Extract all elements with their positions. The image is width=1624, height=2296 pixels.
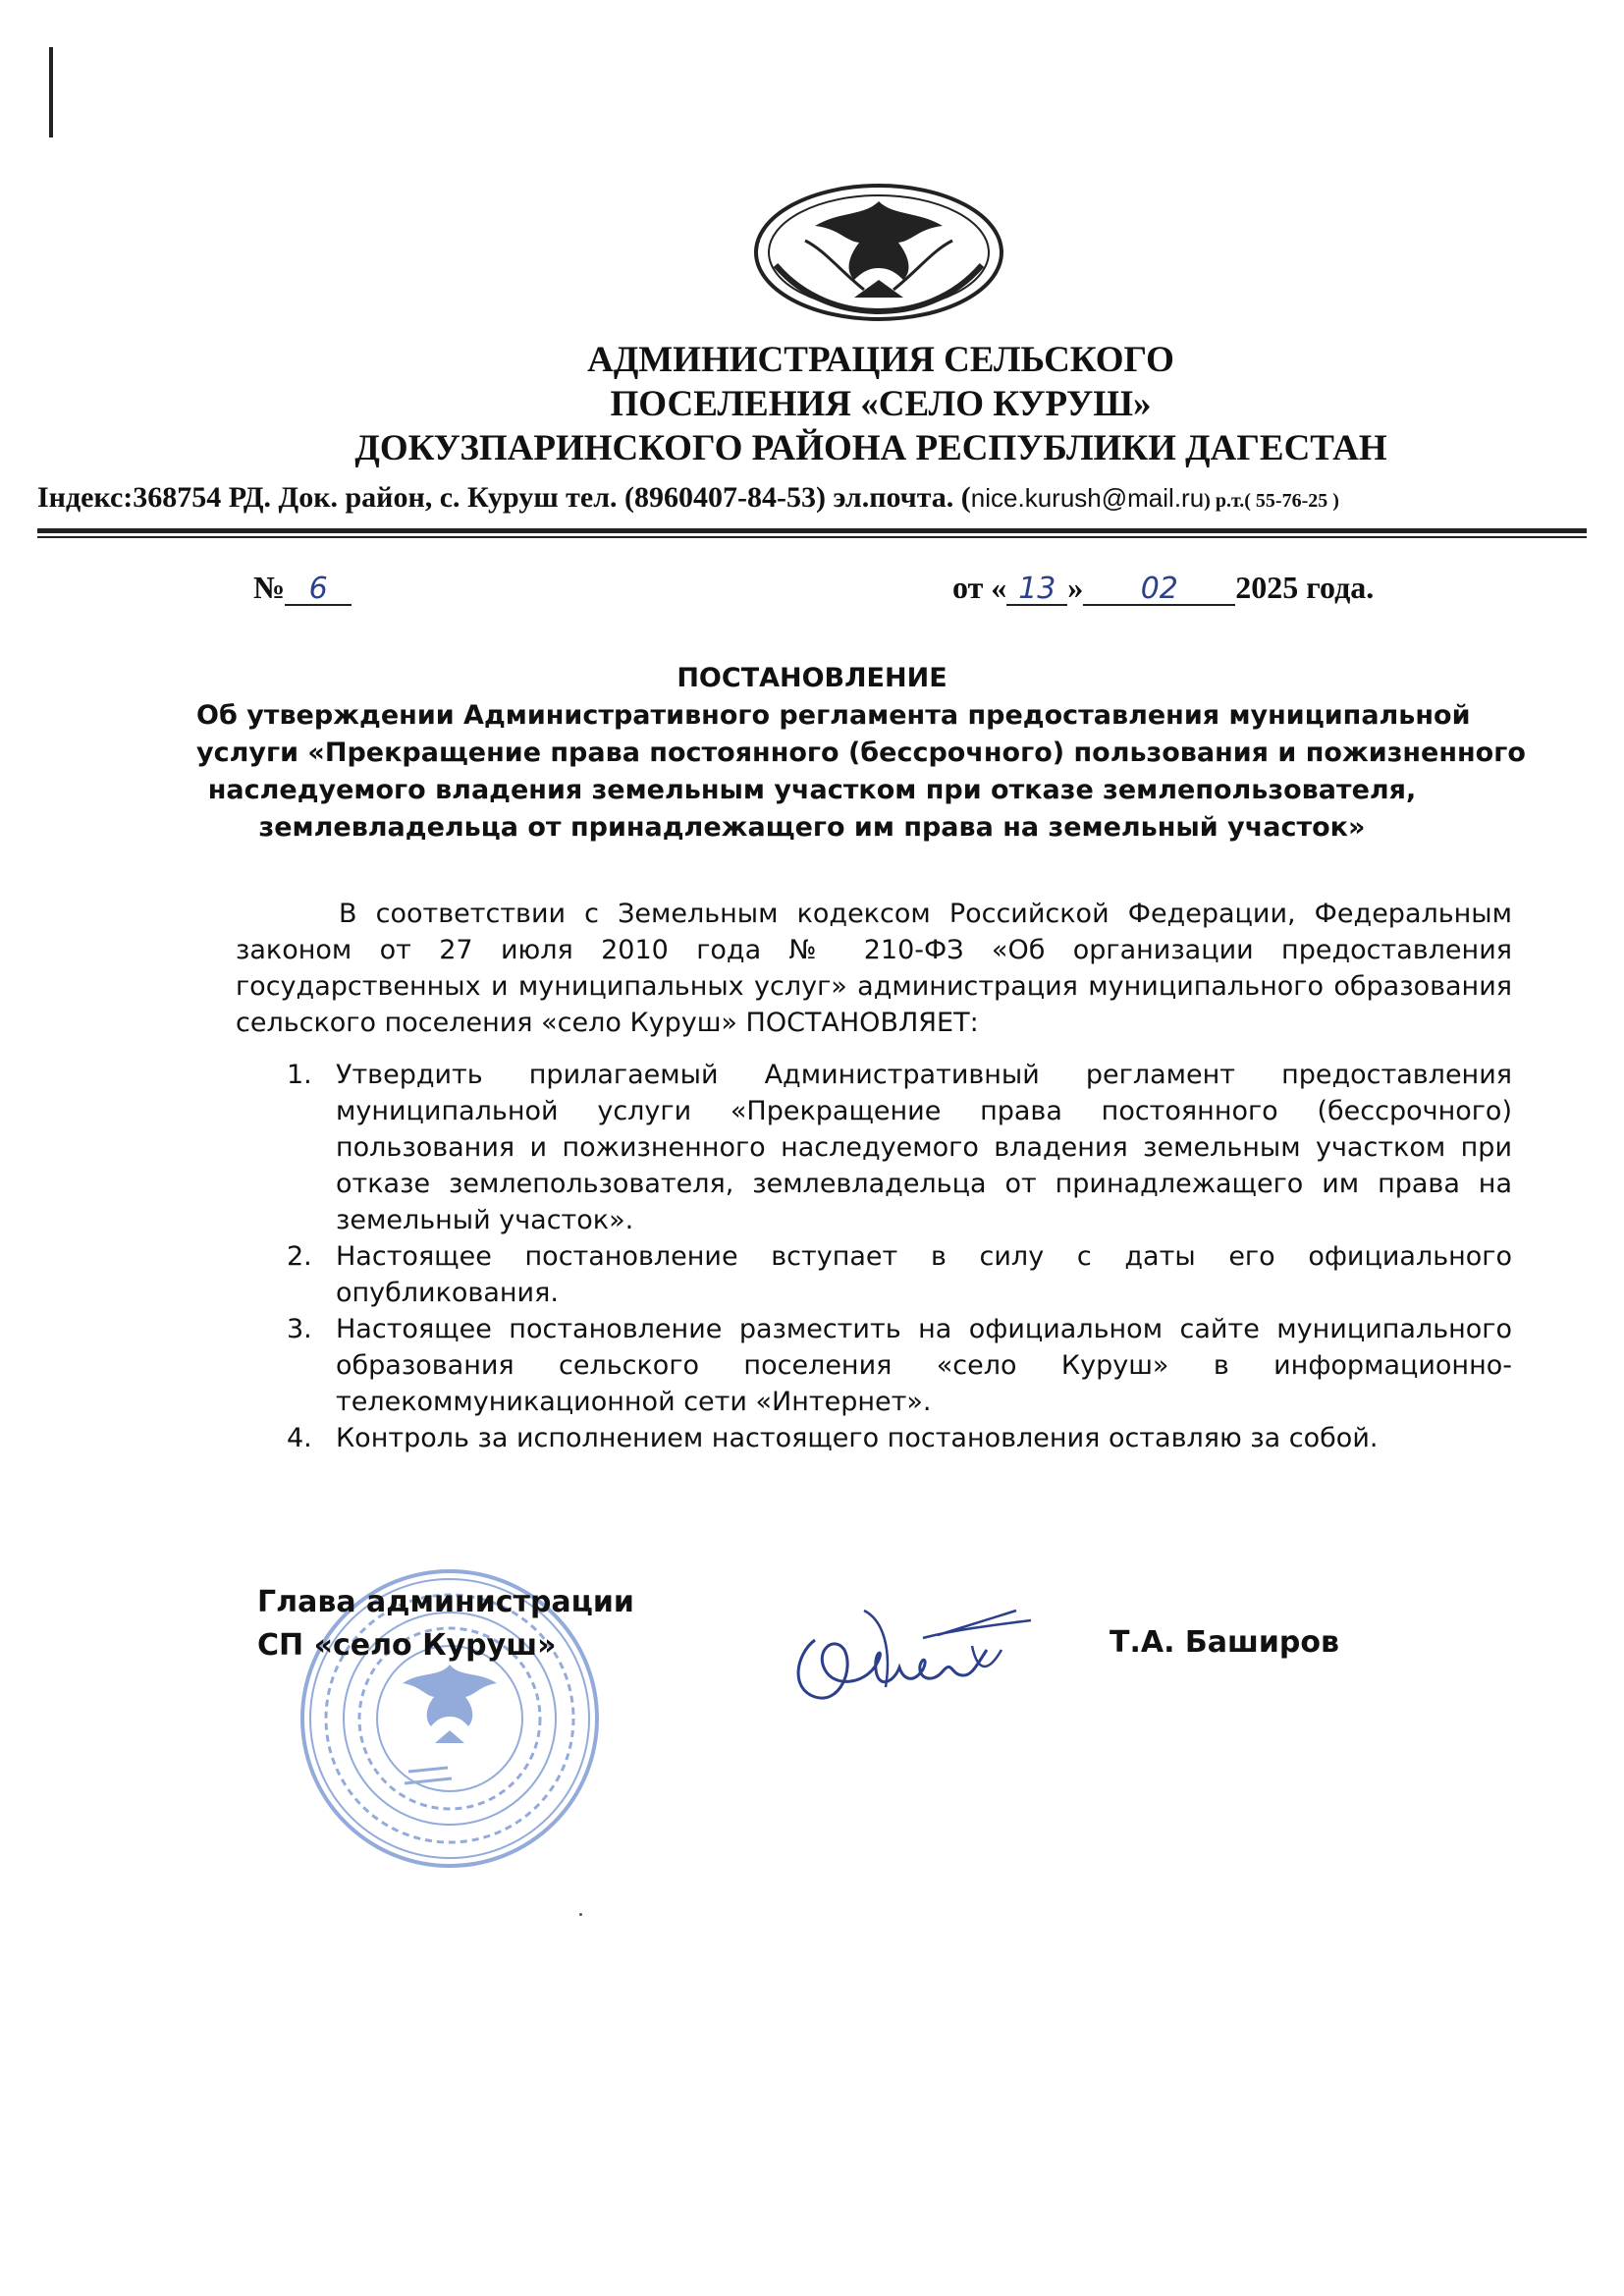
item-number: 3. <box>287 1314 312 1344</box>
resolution-title <box>196 660 1526 847</box>
date-day: 13 <box>1006 574 1067 606</box>
handwritten-signature <box>776 1581 1060 1719</box>
date-mid: » <box>1067 570 1084 605</box>
title-line-2: услуги «Прекращение права постоянного (бессрочного) пользования и пожизненного <box>196 738 1526 768</box>
list-item <box>236 1420 1512 1456</box>
email-link[interactable]: nice.kurush@mail.ru <box>970 483 1205 513</box>
title-line-4: землевладельца от принадлежащего им права на земельный участок» <box>258 812 1366 843</box>
item-text: Утвердить прилагаемый Административный регламент предоставления муниципальной услуги «Прекращение права постоянного (бессрочного) пользования и пожизненного наследуемого владения земельным участком при отказе землепользователя, землевладельца от принадлежащего им права на земельный участок». <box>336 1060 1512 1235</box>
contact-line <box>37 481 1589 515</box>
date-prefix: от « <box>952 570 1007 605</box>
number-value: 6 <box>285 574 352 606</box>
item-number: 2. <box>287 1241 312 1272</box>
date-month: 02 <box>1083 574 1235 606</box>
preamble-paragraph: В соответствии с Земельным кодексом Российской Федерации, Федеральным законом от 27 июля 2010 года № 210-ФЗ «Об организации предоставления государственных и муниципальных услуг» администрация муниципального образования сельского поселения «село Куруш» ПОСТАНОВЛЯЕТ: <box>236 899 1512 1038</box>
item-text: Контроль за исполнением настоящего постановления оставляю за собой. <box>336 1423 1379 1453</box>
title-line-1: Об утверждении Административного регламента предоставления муниципальной <box>196 700 1471 731</box>
list-item <box>236 1311 1512 1420</box>
list-item <box>236 1238 1512 1311</box>
item-number: 1. <box>287 1060 312 1090</box>
date-year: 2025 года. <box>1235 570 1375 605</box>
signatory-name: Т.А. Баширов <box>1110 1625 1339 1660</box>
resolution-items <box>236 1057 1512 1456</box>
document-date <box>952 570 1374 606</box>
scan-margin-mark <box>49 47 53 137</box>
coat-of-arms-emblem <box>746 182 1011 329</box>
number-prefix: № <box>253 570 286 605</box>
document-number <box>253 570 352 606</box>
title-line-3: наследуемого владения земельным участком при отказе землепользователя, <box>207 775 1417 805</box>
signatory-title <box>257 1581 634 1667</box>
header-rule-thin <box>37 536 1587 538</box>
address-text: Індекс:368754 РД. Док. район, с. Куруш тел. (8960407-84-53) эл.почта. ( <box>37 481 971 514</box>
scan-speck <box>579 1913 582 1916</box>
header-line-2: ПОСЕЛЕНИЯ «СЕЛО КУРУШ» <box>610 384 1152 424</box>
item-number: 4. <box>287 1423 312 1453</box>
list-item <box>236 1057 1512 1238</box>
header-line-1: АДМИНИСТРАЦИЯ СЕЛЬСКОГО <box>587 340 1174 380</box>
header-rule-thick <box>37 528 1587 533</box>
header-line-3: ДОКУЗПАРИНСКОГО РАЙОНА РЕСПУБЛИКИ ДАГЕСТАН <box>354 428 1387 468</box>
signatory-title-line-1: Глава администрации <box>257 1585 634 1619</box>
fax-text: ) р.т.( 55-76-25 ) <box>1204 490 1339 512</box>
item-text: Настоящее постановление разместить на официальном сайте муниципального образования сельского поселения «село Куруш» в информационно-телекоммуникационной сети «Интернет». <box>336 1314 1512 1417</box>
signatory-title-line-2: СП «село Куруш» <box>257 1628 557 1663</box>
item-text: Настоящее постановление вступает в силу с даты его официального опубликования. <box>336 1241 1512 1308</box>
resolution-heading: ПОСТАНОВЛЕНИЕ <box>677 663 947 693</box>
